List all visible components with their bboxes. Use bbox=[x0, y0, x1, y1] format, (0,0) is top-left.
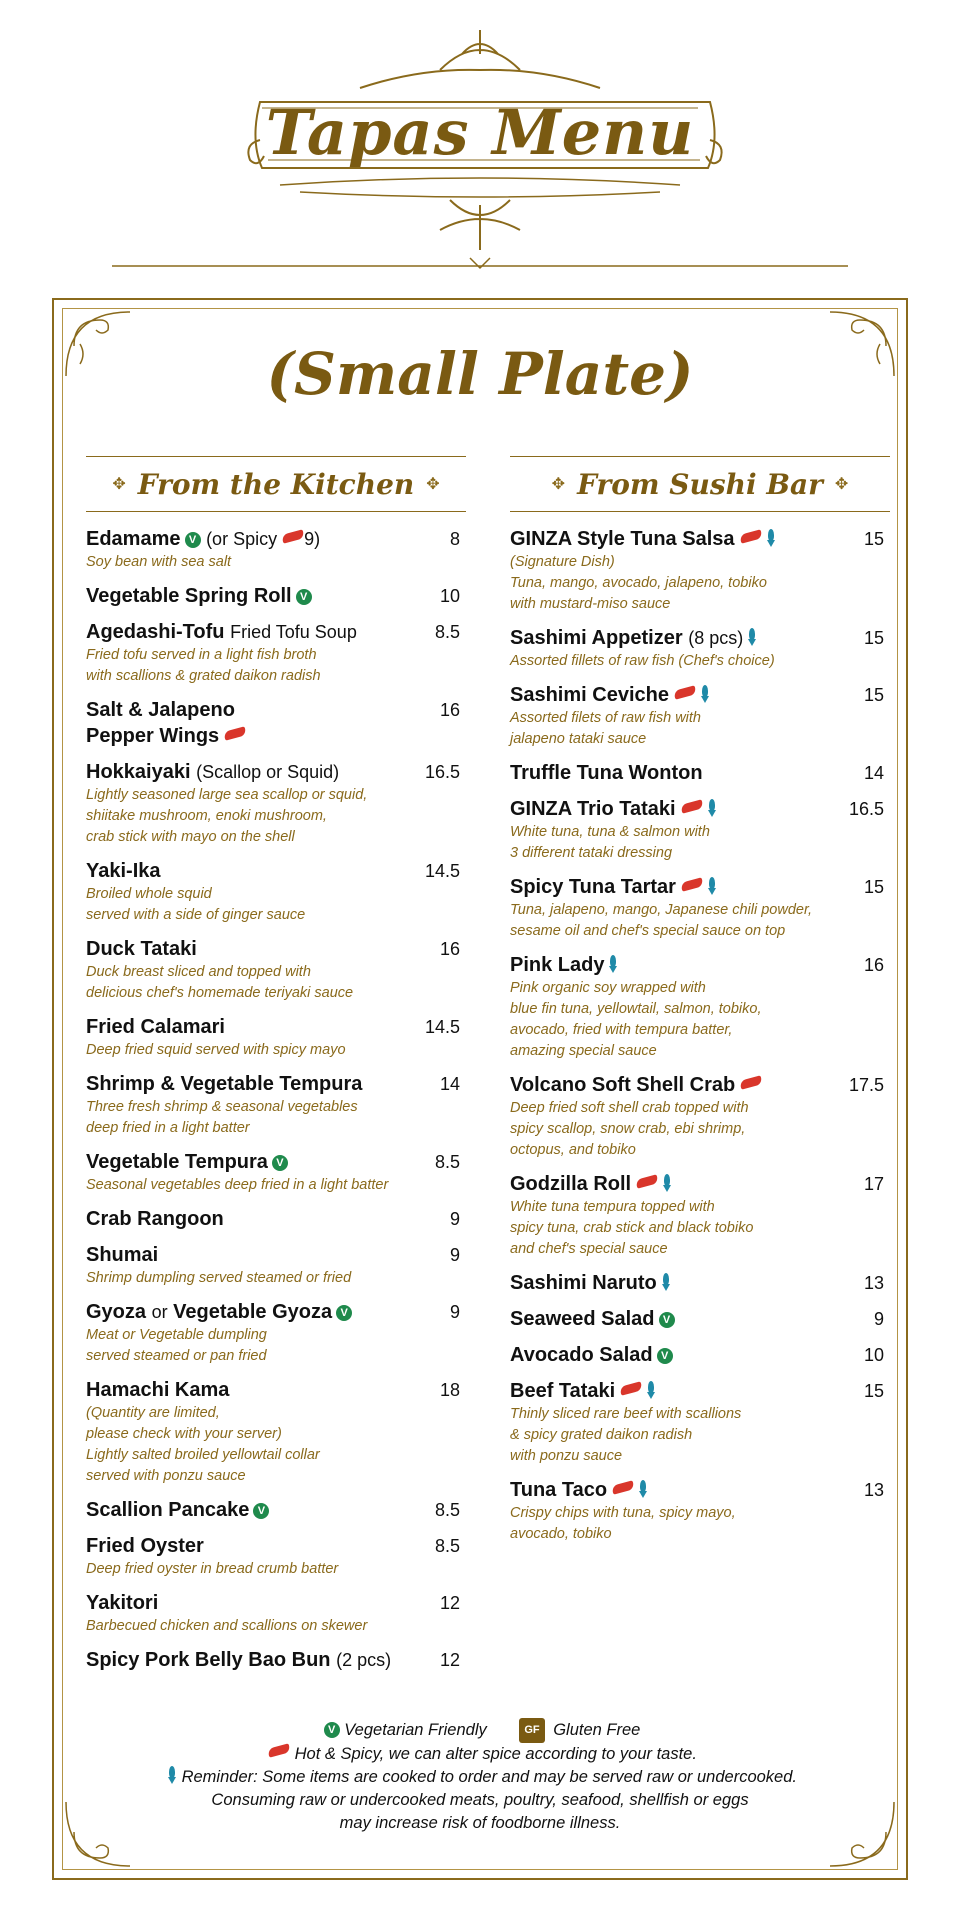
menu-item bbox=[86, 697, 466, 749]
menu-item bbox=[86, 936, 466, 1004]
item-description: jalapeno tataki sauce bbox=[510, 731, 647, 747]
item-name: Fried Oyster bbox=[86, 1535, 204, 1557]
item-name: Gyoza bbox=[86, 1301, 147, 1323]
item-description: amazing special sauce bbox=[510, 1043, 657, 1059]
item-description: delicious chef's homemade teriyaki sauce bbox=[86, 985, 354, 1001]
item-description: Lightly seasoned large sea scallop or squid, bbox=[86, 787, 368, 803]
item-description: Deep fried soft shell crab topped with bbox=[510, 1100, 749, 1116]
menu-item bbox=[510, 1270, 890, 1296]
item-name: GINZA Style Tuna Salsa bbox=[510, 528, 735, 550]
item-description: (Quantity are limited, bbox=[86, 1405, 220, 1421]
legend-risk-label: may increase risk of foodborne illness. bbox=[339, 1814, 621, 1832]
item-price: 12 bbox=[439, 1650, 460, 1670]
item-description: 3 different tataki dressing bbox=[510, 845, 673, 861]
v-circle-icon: V bbox=[185, 532, 201, 548]
legend-veg-label: Vegetarian Friendly bbox=[344, 1721, 487, 1739]
item-price: 15 bbox=[863, 877, 884, 897]
item-name: Godzilla Roll bbox=[510, 1173, 632, 1195]
item-price: 9 bbox=[449, 1209, 460, 1229]
item-note: (Scallop or Squid) bbox=[196, 762, 340, 782]
item-description: spicy tuna, crab stick and black tobiko bbox=[510, 1220, 754, 1236]
fish-icon bbox=[167, 1766, 177, 1784]
legend-spicy-label: Hot & Spicy, we can alter spice according to your taste. bbox=[294, 1745, 697, 1763]
item-price: 9 bbox=[449, 1302, 460, 1322]
item-name: Pepper Wings bbox=[86, 725, 220, 747]
chili-pepper-icon bbox=[223, 726, 247, 740]
item-name: Shrimp & Vegetable Tempura bbox=[86, 1073, 363, 1095]
item-name: Truffle Tuna Wonton bbox=[510, 762, 703, 784]
item-description: served with ponzu sauce bbox=[86, 1468, 246, 1484]
item-name: Sashimi Naruto bbox=[510, 1272, 657, 1294]
item-price: 16 bbox=[439, 700, 460, 720]
v-circle-icon: V bbox=[659, 1312, 675, 1328]
item-note: (8 pcs) bbox=[688, 628, 744, 648]
item-name: Vegetable Gyoza bbox=[173, 1301, 333, 1323]
fish-icon bbox=[747, 628, 757, 646]
item-description: crab stick with mayo on the shell bbox=[86, 829, 295, 845]
menu-item bbox=[510, 796, 890, 864]
item-description: Shrimp dumpling served steamed or fried bbox=[86, 1270, 352, 1286]
v-circle-icon: V bbox=[324, 1722, 340, 1738]
item-name: Pink Lady bbox=[510, 954, 605, 976]
item-price: 17.5 bbox=[848, 1075, 884, 1095]
menu-item bbox=[86, 583, 466, 609]
item-name: Tuna Taco bbox=[510, 1479, 608, 1501]
ornament-icon: ✥ bbox=[834, 476, 849, 493]
item-price: 9 bbox=[449, 1245, 460, 1265]
legend-row-spicy bbox=[0, 1743, 960, 1766]
gf-badge-icon: GF bbox=[519, 1718, 544, 1743]
item-price: 14 bbox=[439, 1074, 460, 1094]
chili-pepper-icon bbox=[619, 1381, 643, 1395]
item-name: Fried Calamari bbox=[86, 1016, 225, 1038]
menu-item bbox=[510, 682, 890, 750]
menu-item bbox=[86, 1071, 466, 1139]
menu-item bbox=[510, 1072, 890, 1161]
menu-item bbox=[510, 1342, 890, 1368]
item-name: Spicy Tuna Tartar bbox=[510, 876, 676, 898]
item-name: Yaki-Ika bbox=[86, 860, 161, 882]
menu-item bbox=[510, 526, 890, 615]
item-price: 8.5 bbox=[434, 1152, 460, 1172]
item-name: Beef Tataki bbox=[510, 1380, 616, 1402]
item-description: shiitake mushroom, enoki mushroom, bbox=[86, 808, 327, 824]
menu-item bbox=[510, 1306, 890, 1332]
fish-icon bbox=[608, 955, 618, 973]
item-description: Tuna, mango, avocado, jalapeno, tobiko bbox=[510, 575, 767, 591]
v-circle-icon: V bbox=[657, 1348, 673, 1364]
item-description: Three fresh shrimp & seasonal vegetables bbox=[86, 1099, 358, 1115]
sushi-column bbox=[510, 456, 890, 1555]
item-description: Deep fried squid served with spicy mayo bbox=[86, 1042, 346, 1058]
chili-pepper-icon bbox=[281, 529, 305, 543]
v-circle-icon: V bbox=[336, 1305, 352, 1321]
item-price: 10 bbox=[439, 586, 460, 606]
item-description: spicy scallop, snow crab, ebi shrimp, bbox=[510, 1121, 746, 1137]
legend-gf-label: Gluten Free bbox=[553, 1721, 641, 1739]
menu-item bbox=[510, 1477, 890, 1545]
item-description: sesame oil and chef's special sauce on top bbox=[510, 923, 786, 939]
menu-item bbox=[86, 759, 466, 848]
item-description: Assorted fillets of raw fish (Chef's choice) bbox=[510, 653, 775, 669]
kitchen-heading-label: From the Kitchen bbox=[137, 467, 415, 501]
menu-item bbox=[86, 1647, 466, 1673]
menu-item bbox=[510, 1378, 890, 1467]
ornament-icon: ✥ bbox=[551, 476, 566, 493]
menu-item bbox=[86, 1242, 466, 1289]
menu-title: Tapas Menu bbox=[265, 96, 695, 169]
menu-item bbox=[510, 1171, 890, 1260]
item-price: 14.5 bbox=[424, 1017, 460, 1037]
menu-item bbox=[510, 625, 890, 672]
item-name: Shumai bbox=[86, 1244, 159, 1266]
menu-item bbox=[86, 619, 466, 687]
item-name: Duck Tataki bbox=[86, 938, 197, 960]
item-name: Spicy Pork Belly Bao Bun bbox=[86, 1649, 331, 1671]
chili-pepper-icon bbox=[267, 1743, 291, 1757]
item-name: Agedashi-Tofu bbox=[86, 621, 225, 643]
item-name: Salt & Jalapeno bbox=[86, 699, 235, 721]
kitchen-heading bbox=[86, 456, 466, 512]
item-description: Crispy chips with tuna, spicy mayo, bbox=[510, 1505, 736, 1521]
item-description: Broiled whole squid bbox=[86, 886, 212, 902]
menu-item bbox=[86, 1206, 466, 1232]
item-price: 15 bbox=[863, 529, 884, 549]
item-description: Fried tofu served in a light fish broth bbox=[86, 647, 317, 663]
item-name: Hamachi Kama bbox=[86, 1379, 230, 1401]
item-description: Barbecued chicken and scallions on skewer bbox=[86, 1618, 368, 1634]
kitchen-column bbox=[86, 456, 466, 1683]
item-description: avocado, tobiko bbox=[510, 1526, 612, 1542]
sushi-heading-label: From Sushi Bar bbox=[577, 467, 823, 501]
item-name: Hokkaiyaki bbox=[86, 761, 191, 783]
item-note: 9) bbox=[304, 529, 321, 549]
v-circle-icon: V bbox=[272, 1155, 288, 1171]
chili-pepper-icon bbox=[673, 685, 697, 699]
fish-icon bbox=[646, 1381, 656, 1399]
menu-item bbox=[510, 952, 890, 1062]
menu-item bbox=[86, 858, 466, 926]
item-description: please check with your server) bbox=[86, 1426, 282, 1442]
fish-icon bbox=[766, 529, 776, 547]
menu-item bbox=[510, 760, 890, 786]
item-description: octopus, and tobiko bbox=[510, 1142, 636, 1158]
menu-item bbox=[86, 1014, 466, 1061]
item-description: Soy bean with sea salt bbox=[86, 554, 232, 570]
item-price: 9 bbox=[873, 1309, 884, 1329]
item-description: with scallions & grated daikon radish bbox=[86, 668, 321, 684]
ornament-icon: ✥ bbox=[426, 476, 440, 493]
sushi-heading bbox=[510, 456, 890, 512]
item-description: avocado, fried with tempura batter, bbox=[510, 1022, 733, 1038]
menu-subtitle: (Small Plate) bbox=[266, 340, 694, 408]
item-description: & spicy grated daikon radish bbox=[510, 1427, 693, 1443]
menu-item bbox=[86, 1497, 466, 1523]
chili-pepper-icon bbox=[680, 799, 704, 813]
item-description: White tuna tempura topped with bbox=[510, 1199, 715, 1215]
item-description: Tuna, jalapeno, mango, Japanese chili powder, bbox=[510, 902, 813, 918]
legend-row-veg-gf bbox=[0, 1718, 960, 1743]
item-note: (2 pcs) bbox=[336, 1650, 392, 1670]
item-name: Seaweed Salad bbox=[510, 1308, 655, 1330]
item-name: Vegetable Tempura bbox=[86, 1151, 268, 1173]
item-description: Meat or Vegetable dumpling bbox=[86, 1327, 267, 1343]
chili-pepper-icon bbox=[635, 1174, 659, 1188]
item-description: blue fin tuna, yellowtail, salmon, tobiko, bbox=[510, 1001, 762, 1017]
item-price: 15 bbox=[863, 685, 884, 705]
item-price: 16 bbox=[863, 955, 884, 975]
item-price: 15 bbox=[863, 628, 884, 648]
item-name: Sashimi Appetizer bbox=[510, 627, 683, 649]
item-description: Thinly sliced rare beef with scallions bbox=[510, 1406, 742, 1422]
item-description: served with a side of ginger sauce bbox=[86, 907, 306, 923]
item-description: deep fried in a light batter bbox=[86, 1120, 250, 1136]
ornament-icon: ✥ bbox=[112, 476, 126, 493]
item-description: with ponzu sauce bbox=[510, 1448, 623, 1464]
fish-icon bbox=[638, 1480, 648, 1498]
item-description: (Signature Dish) bbox=[510, 554, 615, 570]
legend bbox=[0, 1718, 960, 1835]
item-price: 8.5 bbox=[434, 1536, 460, 1556]
menu-item bbox=[86, 1377, 466, 1487]
item-price: 13 bbox=[863, 1273, 884, 1293]
item-price: 18 bbox=[439, 1380, 460, 1400]
item-price: 14 bbox=[863, 763, 884, 783]
item-name: Avocado Salad bbox=[510, 1344, 653, 1366]
item-description: Assorted filets of raw fish with bbox=[510, 710, 701, 726]
item-description: Lightly salted broiled yellowtail collar bbox=[86, 1447, 320, 1463]
v-circle-icon: V bbox=[253, 1503, 269, 1519]
item-price: 8.5 bbox=[434, 1500, 460, 1520]
item-name: Sashimi Ceviche bbox=[510, 684, 669, 706]
fish-icon bbox=[700, 685, 710, 703]
item-description: White tuna, tuna & salmon with bbox=[510, 824, 710, 840]
item-name: Volcano Soft Shell Crab bbox=[510, 1074, 736, 1096]
legend-consuming-label: Consuming raw or undercooked meats, poultry, seafood, shellfish or eggs bbox=[211, 1791, 749, 1809]
item-note: Fried Tofu Soup bbox=[230, 622, 357, 642]
item-price: 17 bbox=[863, 1174, 884, 1194]
item-price: 16.5 bbox=[424, 762, 460, 782]
menu-item bbox=[86, 526, 466, 573]
item-price: 13 bbox=[863, 1480, 884, 1500]
menu-item bbox=[86, 1533, 466, 1580]
fish-icon bbox=[662, 1174, 672, 1192]
chili-pepper-icon bbox=[680, 877, 704, 891]
fish-icon bbox=[661, 1273, 671, 1291]
item-price: 15 bbox=[863, 1381, 884, 1401]
item-description: Pink organic soy wrapped with bbox=[510, 980, 706, 996]
item-description: served steamed or pan fried bbox=[86, 1348, 267, 1364]
item-price: 16 bbox=[439, 939, 460, 959]
legend-reminder-label: Reminder: Some items are cooked to order and may be served raw or undercooked. bbox=[181, 1768, 797, 1786]
item-description: Duck breast sliced and topped with bbox=[86, 964, 311, 980]
item-price: 8 bbox=[449, 529, 460, 549]
item-name: Crab Rangoon bbox=[86, 1208, 224, 1230]
chili-pepper-icon bbox=[739, 529, 763, 543]
item-name: Edamame bbox=[86, 528, 181, 550]
chili-pepper-icon bbox=[611, 1480, 635, 1494]
item-note: (or Spicy bbox=[206, 529, 278, 549]
item-description: and chef's special sauce bbox=[510, 1241, 668, 1257]
item-price: 16.5 bbox=[848, 799, 884, 819]
item-price: 14.5 bbox=[424, 861, 460, 881]
item-description: with mustard-miso sauce bbox=[510, 596, 671, 612]
item-price: 12 bbox=[439, 1593, 460, 1613]
menu-item bbox=[86, 1590, 466, 1637]
item-name: GINZA Trio Tataki bbox=[510, 798, 676, 820]
chili-pepper-icon bbox=[739, 1075, 763, 1089]
item-note: or bbox=[151, 1302, 168, 1322]
legend-row-reminder bbox=[0, 1766, 960, 1789]
menu-item bbox=[510, 874, 890, 942]
item-name: Scallion Pancake bbox=[86, 1499, 250, 1521]
item-name: Yakitori bbox=[86, 1592, 159, 1614]
item-name: Vegetable Spring Roll bbox=[86, 585, 292, 607]
item-description: Seasonal vegetables deep fried in a light batter bbox=[86, 1177, 389, 1193]
item-description: Deep fried oyster in bread crumb batter bbox=[86, 1561, 339, 1577]
menu-item bbox=[86, 1299, 466, 1367]
item-price: 10 bbox=[863, 1345, 884, 1365]
item-price: 8.5 bbox=[434, 622, 460, 642]
fish-icon bbox=[707, 877, 717, 895]
v-circle-icon: V bbox=[296, 589, 312, 605]
menu-item bbox=[86, 1149, 466, 1196]
fish-icon bbox=[707, 799, 717, 817]
